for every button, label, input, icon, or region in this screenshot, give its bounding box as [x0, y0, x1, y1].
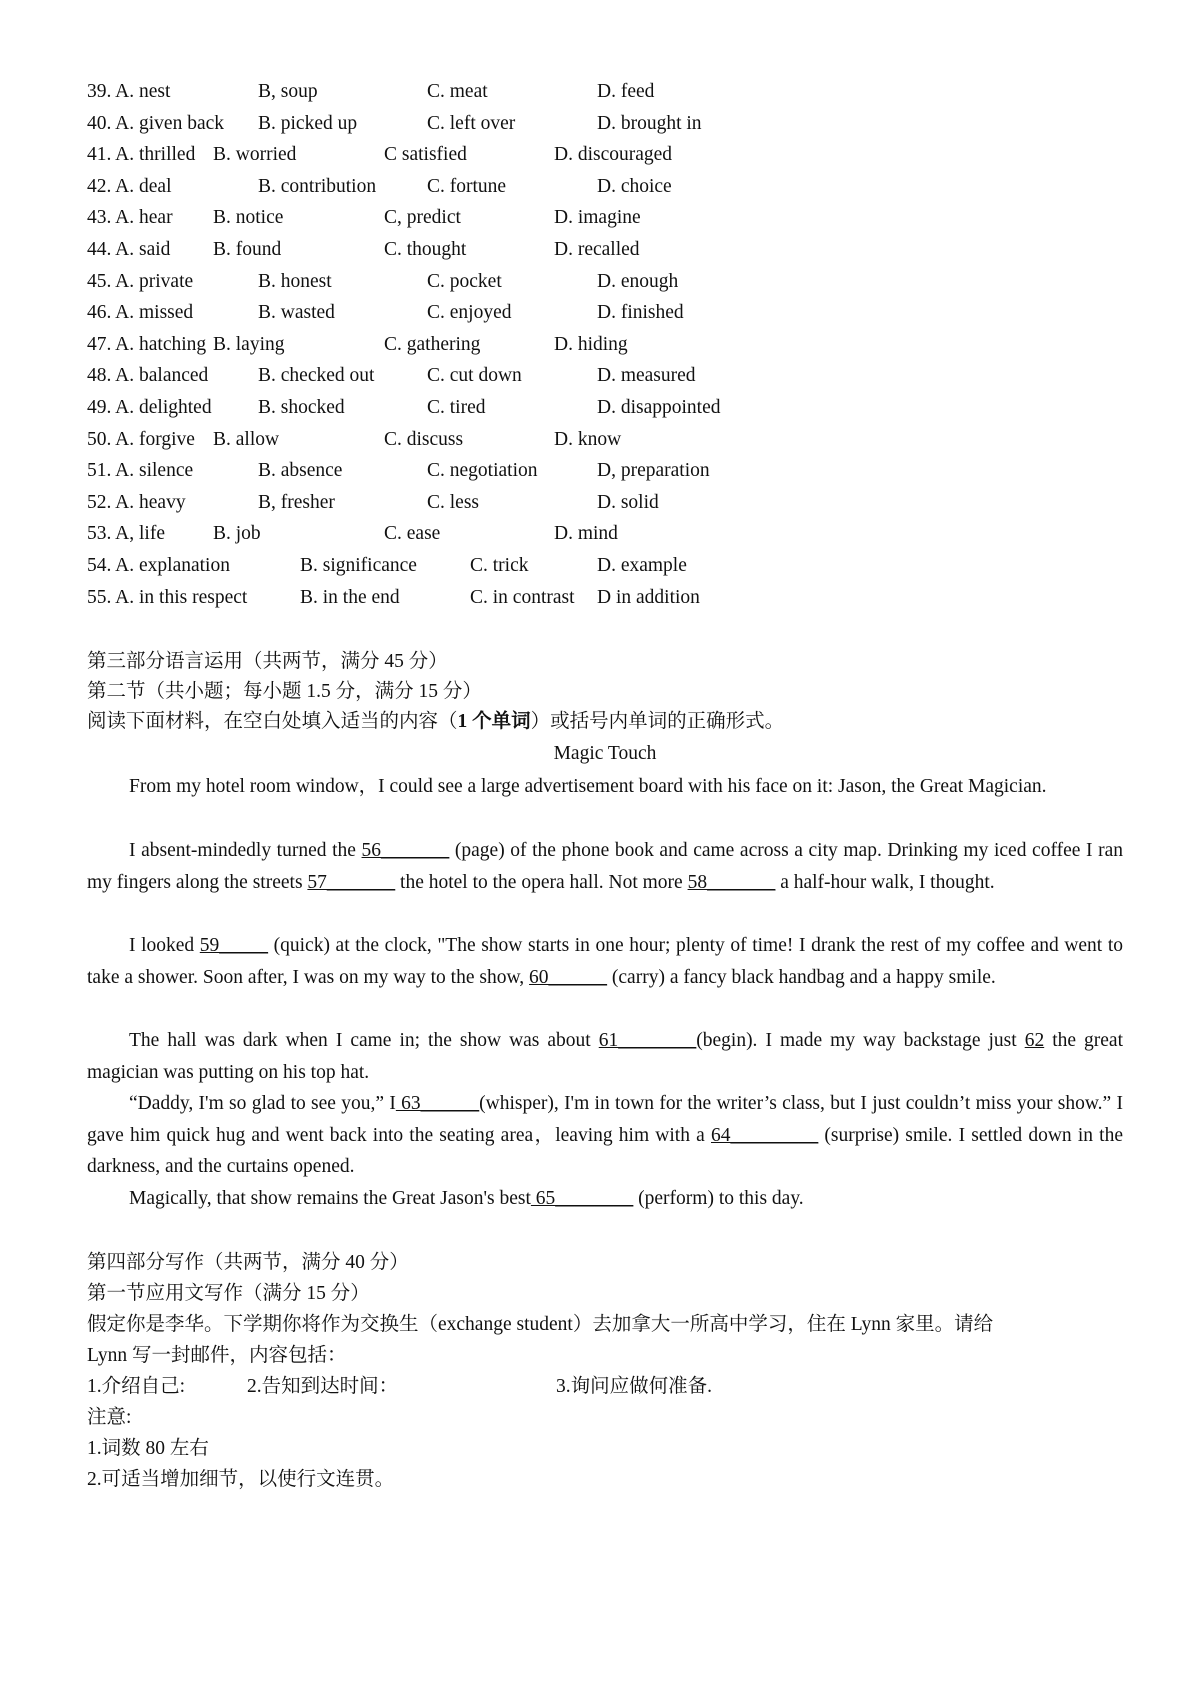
p2-text-b: (page) of the phone book and came across a city map. Drinking my iced coffee I ran my fingers along the streets	[87, 840, 1123, 893]
option-a: 42. A. deal	[87, 175, 172, 197]
option-row	[87, 456, 787, 486]
option-c: C. fortune	[427, 175, 507, 197]
blank-62: 62	[1024, 1030, 1045, 1051]
option-row	[87, 172, 787, 202]
option-c: C. thought	[384, 239, 467, 260]
option-b: B. significance	[300, 555, 417, 576]
option-c: C. tired	[427, 397, 486, 418]
part3-heading: 第三部分语言运用（共两节，满分 45 分）	[87, 651, 448, 672]
option-b: B. contribution	[258, 175, 377, 197]
part4-heading: 第四部分写作（共两节，满分 40 分）	[87, 1252, 409, 1273]
option-row	[87, 298, 787, 328]
option-c: C. cut down	[427, 365, 522, 387]
option-row	[87, 109, 787, 139]
option-b: B. worried	[213, 144, 297, 166]
paragraph-4	[87, 1025, 1123, 1088]
option-a: 39. A. nest	[87, 81, 171, 102]
option-b: B. in the end	[300, 586, 400, 608]
option-b: B. found	[213, 239, 282, 260]
option-d: D, preparation	[597, 460, 710, 482]
option-a: 52. A. heavy	[87, 491, 186, 513]
option-c: C. pocket	[427, 270, 502, 292]
option-b: B. checked out	[258, 365, 375, 387]
task-item-1: 1.介绍自己:	[87, 1376, 186, 1397]
option-b: B. absence	[258, 460, 343, 482]
p6-text-a: Magically, that show remains the Great Jason's best	[129, 1188, 531, 1209]
option-a: 40. A. given back	[87, 112, 225, 134]
option-row	[87, 140, 787, 170]
option-d: D. choice	[597, 175, 672, 197]
task-item-3: 3.询问应做何准备.	[556, 1376, 713, 1397]
option-c: C. gathering	[384, 333, 481, 355]
option-c: C. meat	[427, 81, 488, 102]
p3-text-a: I looked	[129, 935, 200, 956]
option-b: B. allow	[213, 428, 280, 450]
option-d: D. measured	[597, 365, 696, 387]
option-a: 55. A. in this respect	[87, 586, 248, 608]
option-c: C, predict	[384, 207, 461, 229]
task-item-2: 2.告知到达时间：	[247, 1376, 399, 1397]
option-c: C satisfied	[384, 144, 467, 166]
option-b: B. shocked	[258, 397, 345, 418]
option-d: D. brought in	[597, 112, 702, 134]
p3-text-b: (quick) at the clock, "The show starts in one hour; plenty of time! I drank the rest of my coffee and went to take a shower. Soon after, I was on my way to the show,	[87, 935, 1123, 988]
option-a: 51. A. silence	[87, 460, 194, 482]
option-d: D. recalled	[554, 239, 640, 260]
option-row	[87, 583, 787, 613]
p6-text-b: (perform) to this day.	[633, 1188, 804, 1209]
option-row	[87, 203, 787, 233]
option-c: C. in contrast	[470, 586, 575, 608]
option-a: 49. A. delighted	[87, 397, 212, 418]
option-b: B, fresher	[258, 491, 335, 513]
blank-64: 64_________	[710, 1124, 819, 1146]
option-row	[87, 425, 787, 455]
option-b: B. wasted	[258, 302, 335, 324]
p2-text-a: I absent-mindedly turned the	[129, 840, 362, 861]
option-a: 53. A, life	[87, 523, 165, 545]
option-row	[87, 361, 787, 391]
paragraph-2	[87, 835, 1123, 898]
option-c: C. left over	[427, 112, 516, 134]
p2-text-d: a half-hour walk, I thought.	[775, 871, 995, 893]
blank-65: 65________	[530, 1188, 634, 1209]
option-d: D. feed	[597, 81, 655, 102]
note-label: 注意:	[87, 1407, 132, 1428]
blank-56: 56_______	[361, 840, 450, 861]
option-d: D. example	[597, 555, 687, 576]
option-d: D. mind	[554, 523, 618, 545]
option-row	[87, 77, 787, 107]
option-a: 45. A. private	[87, 270, 194, 292]
option-d: D. discouraged	[554, 144, 673, 166]
option-c: C. trick	[470, 555, 529, 576]
blank-58: 58_______	[687, 871, 776, 893]
option-a: 48. A. balanced	[87, 365, 209, 387]
option-a: 44. A. said	[87, 239, 171, 260]
p4-text-a: The hall was dark when I came in; the show was about	[129, 1030, 599, 1051]
option-d: D. enough	[597, 270, 679, 292]
paragraph-3	[87, 930, 1123, 993]
option-c: C. discuss	[384, 428, 464, 450]
p4-text-b: (begin). I made my way backstage just	[696, 1030, 1025, 1051]
option-row	[87, 488, 787, 518]
part4-section: 第一节应用文写作（满分 15 分）	[87, 1283, 370, 1304]
p5-text-c: (surprise) smile. I settled down in the darkness, and the curtains opened.	[87, 1124, 1123, 1178]
option-d: D. finished	[597, 302, 684, 324]
option-b: B. picked up	[258, 112, 358, 134]
part3-section: 第二节（共小题；每小题 1.5 分，满分 15 分）	[87, 681, 482, 702]
blank-63: 63______	[395, 1093, 480, 1114]
p3-text-c: (carry) a fancy black handbag and a happy smile.	[607, 966, 996, 988]
option-b: B. honest	[258, 270, 332, 292]
option-d: D. know	[554, 428, 622, 450]
p2-text-c: the hotel to the opera hall. Not more	[395, 871, 688, 893]
blank-59: 59_____	[199, 935, 269, 956]
option-d: D. solid	[597, 491, 659, 513]
option-c: C. enjoyed	[427, 302, 512, 324]
paragraph-6	[87, 1183, 1123, 1215]
option-row	[87, 330, 787, 360]
note-1: 1.词数 80 左右	[87, 1438, 209, 1459]
option-c: C. ease	[384, 523, 441, 545]
blank-61: 61________	[598, 1030, 697, 1051]
option-a: 43. A. hear	[87, 207, 173, 229]
passage-title: Magic Touch	[553, 743, 657, 764]
task-line-2: Lynn 写一封邮件，内容包括：	[87, 1345, 347, 1366]
option-a: 46. A. missed	[87, 302, 194, 324]
option-row	[87, 235, 787, 265]
option-row	[87, 267, 787, 297]
option-d: D. hiding	[554, 333, 628, 355]
p4-text-c: the great magician was putting on his top hat.	[87, 1030, 1124, 1083]
instr-pre: 阅读下面材料，在空白处填入适当的内容（	[87, 711, 458, 732]
option-c: C. less	[427, 491, 480, 513]
option-a: 50. A. forgive	[87, 428, 195, 450]
p5-text-b: (whisper), I'm in town for the writer’s class, but I just couldn’t miss your show.” I gave him quick hug and went back into the seating area，leaving him with a	[87, 1093, 1123, 1146]
option-d: D. disappointed	[597, 397, 721, 418]
option-b: B. laying	[213, 333, 285, 355]
blank-60: 60______	[529, 966, 608, 988]
blank-57: 57_______	[307, 871, 396, 893]
option-b: B, soup	[258, 81, 318, 102]
option-row	[87, 393, 787, 423]
task-items	[87, 1372, 987, 1402]
paragraph-5	[87, 1088, 1123, 1183]
task-line-1: 假定你是李华。下学期你将作为交换生（exchange student）去加拿大一所高中学习，住在 Lynn 家里。请给	[87, 1314, 994, 1335]
p5-text-a: “Daddy, I'm so glad to see you,” I	[129, 1093, 396, 1114]
option-a: 47. A. hatching	[87, 333, 207, 355]
option-row	[87, 519, 787, 549]
part3-instructions	[87, 707, 784, 737]
option-d: D in addition	[597, 586, 700, 608]
instr-post: ）或括号内单词的正确形式。	[530, 711, 785, 732]
option-b: B. notice	[213, 207, 284, 229]
note-2: 2.可适当增加细节，以使行文连贯。	[87, 1469, 395, 1490]
option-a: 41. A. thrilled	[87, 144, 196, 166]
option-b: B. job	[213, 523, 261, 545]
paragraph-1: From my hotel room window，I could see a large advertisement board with his face on it: Jason, the Great Magician.	[129, 776, 1047, 797]
option-a: 54. A. explanation	[87, 555, 230, 576]
option-d: D. imagine	[554, 207, 641, 229]
option-row	[87, 551, 787, 581]
option-c: C. negotiation	[427, 460, 538, 482]
instr-bold: 1 个单词	[457, 711, 531, 732]
